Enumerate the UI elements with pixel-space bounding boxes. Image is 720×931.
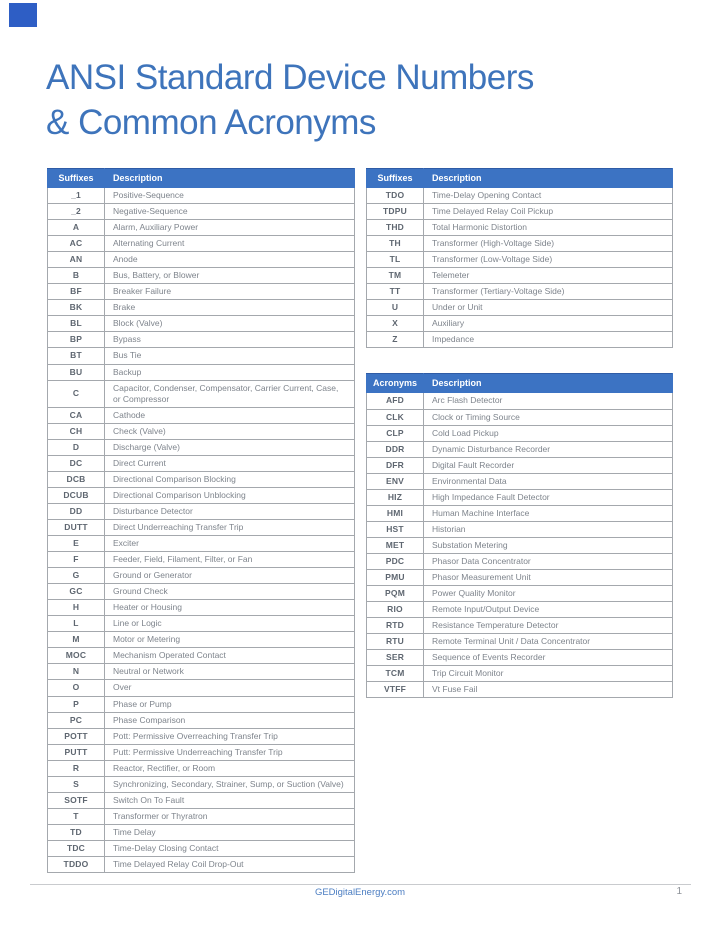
- description-cell: Time Delayed Relay Coil Pickup: [424, 204, 673, 220]
- code-cell: CLK: [367, 409, 424, 425]
- code-cell: F: [48, 552, 105, 568]
- code-cell: G: [48, 568, 105, 584]
- left-column: [47, 168, 355, 873]
- description-cell: Arc Flash Detector: [424, 393, 673, 409]
- description-column-header: Description: [424, 169, 673, 188]
- table-row: [48, 316, 355, 332]
- description-cell: Ground Check: [105, 584, 355, 600]
- code-cell: PDC: [367, 553, 424, 569]
- table-row: [48, 455, 355, 471]
- table-row: [48, 744, 355, 760]
- description-cell: Over: [105, 680, 355, 696]
- description-cell: Digital Fault Recorder: [424, 457, 673, 473]
- code-cell: PC: [48, 712, 105, 728]
- code-cell: BL: [48, 316, 105, 332]
- code-cell: L: [48, 616, 105, 632]
- description-cell: Capacitor, Condenser, Compensator, Carrier Current, Case, or Compressor: [105, 380, 355, 407]
- description-cell: Transformer (Low-Voltage Side): [424, 252, 673, 268]
- description-cell: Negative-Sequence: [105, 204, 355, 220]
- code-cell: CH: [48, 423, 105, 439]
- corner-mark: [9, 3, 37, 27]
- code-cell: O: [48, 680, 105, 696]
- table-row: [48, 268, 355, 284]
- table-row: [48, 332, 355, 348]
- code-cell: A: [48, 220, 105, 236]
- table-row: [48, 536, 355, 552]
- description-cell: Backup: [105, 364, 355, 380]
- table-row: [367, 284, 673, 300]
- code-column-header: Suffixes: [367, 169, 424, 188]
- description-cell: Transformer (High-Voltage Side): [424, 236, 673, 252]
- code-cell: SOTF: [48, 792, 105, 808]
- code-cell: HMI: [367, 505, 424, 521]
- table-gap: [366, 348, 673, 373]
- table-row: [48, 584, 355, 600]
- table-row: [48, 760, 355, 776]
- table-row: [367, 409, 673, 425]
- table-row: [48, 808, 355, 824]
- code-cell: CLP: [367, 425, 424, 441]
- description-cell: Positive-Sequence: [105, 188, 355, 204]
- table-row: [48, 728, 355, 744]
- code-cell: GC: [48, 584, 105, 600]
- table-header-row: [48, 169, 355, 188]
- description-cell: Bypass: [105, 332, 355, 348]
- code-cell: POTT: [48, 728, 105, 744]
- description-cell: Switch On To Fault: [105, 792, 355, 808]
- code-cell: TD: [48, 824, 105, 840]
- code-cell: TDO: [367, 188, 424, 204]
- code-cell: M: [48, 632, 105, 648]
- table-row: [367, 618, 673, 634]
- table-row: [48, 680, 355, 696]
- description-cell: Phasor Measurement Unit: [424, 569, 673, 585]
- code-cell: DFR: [367, 457, 424, 473]
- table-row: [48, 252, 355, 268]
- page-number: 1: [676, 886, 682, 897]
- table-header-row: [367, 374, 673, 393]
- description-cell: Clock or Timing Source: [424, 409, 673, 425]
- code-cell: BU: [48, 364, 105, 380]
- table-row: [367, 236, 673, 252]
- table-row: [367, 457, 673, 473]
- code-cell: TL: [367, 252, 424, 268]
- table-row: [48, 188, 355, 204]
- description-cell: Cold Load Pickup: [424, 425, 673, 441]
- code-cell: PUTT: [48, 744, 105, 760]
- footer-website-link[interactable]: GEDigitalEnergy.com: [314, 887, 406, 898]
- description-cell: High Impedance Fault Detector: [424, 489, 673, 505]
- code-cell: ENV: [367, 473, 424, 489]
- table-row: [48, 632, 355, 648]
- description-cell: Direct Current: [105, 455, 355, 471]
- description-cell: Putt: Permissive Underreaching Transfer Trip: [105, 744, 355, 760]
- table-row: [367, 425, 673, 441]
- description-cell: Remote Input/Output Device: [424, 602, 673, 618]
- code-cell: DD: [48, 503, 105, 519]
- code-cell: BK: [48, 300, 105, 316]
- code-cell: TM: [367, 268, 424, 284]
- code-cell: PMU: [367, 569, 424, 585]
- description-cell: Environmental Data: [424, 473, 673, 489]
- description-column-header: Description: [424, 374, 673, 393]
- table-row: [48, 600, 355, 616]
- suffixes-table-right: [366, 168, 673, 348]
- table-row: [367, 204, 673, 220]
- description-cell: Resistance Temperature Detector: [424, 618, 673, 634]
- page-title: [46, 55, 534, 145]
- table-row: [367, 521, 673, 537]
- code-cell: AC: [48, 236, 105, 252]
- description-cell: Impedance: [424, 332, 673, 348]
- code-cell: AN: [48, 252, 105, 268]
- table-row: [48, 471, 355, 487]
- code-cell: Z: [367, 332, 424, 348]
- table-row: [48, 664, 355, 680]
- code-cell: MOC: [48, 648, 105, 664]
- table-row: [48, 712, 355, 728]
- description-cell: Directional Comparison Blocking: [105, 471, 355, 487]
- description-cell: Discharge (Valve): [105, 439, 355, 455]
- table-row: [48, 364, 355, 380]
- table-row: [48, 220, 355, 236]
- description-cell: Total Harmonic Distortion: [424, 220, 673, 236]
- code-cell: RTD: [367, 618, 424, 634]
- description-cell: Auxiliary: [424, 316, 673, 332]
- description-cell: Vt Fuse Fail: [424, 682, 673, 698]
- code-cell: PQM: [367, 586, 424, 602]
- table-row: [48, 616, 355, 632]
- footer-divider: [30, 884, 691, 885]
- table-row: [48, 236, 355, 252]
- description-cell: Alarm, Auxiliary Power: [105, 220, 355, 236]
- table-row: [48, 284, 355, 300]
- table-row: [367, 505, 673, 521]
- table-row: [367, 252, 673, 268]
- description-cell: Substation Metering: [424, 537, 673, 553]
- code-cell: R: [48, 760, 105, 776]
- code-cell: TT: [367, 284, 424, 300]
- description-cell: Breaker Failure: [105, 284, 355, 300]
- code-cell: AFD: [367, 393, 424, 409]
- code-cell: _1: [48, 188, 105, 204]
- description-cell: Bus, Battery, or Blower: [105, 268, 355, 284]
- description-cell: Directional Comparison Unblocking: [105, 487, 355, 503]
- code-cell: P: [48, 696, 105, 712]
- description-cell: Motor or Metering: [105, 632, 355, 648]
- code-cell: X: [367, 316, 424, 332]
- description-cell: Historian: [424, 521, 673, 537]
- code-cell: SER: [367, 650, 424, 666]
- description-cell: Phase Comparison: [105, 712, 355, 728]
- table-row: [48, 407, 355, 423]
- code-cell: HIZ: [367, 489, 424, 505]
- description-cell: Under or Unit: [424, 300, 673, 316]
- table-row: [367, 300, 673, 316]
- description-cell: Transformer (Tertiary-Voltage Side): [424, 284, 673, 300]
- table-row: [48, 552, 355, 568]
- table-row: [48, 824, 355, 840]
- code-cell: RIO: [367, 602, 424, 618]
- code-cell: H: [48, 600, 105, 616]
- code-cell: TH: [367, 236, 424, 252]
- code-cell: DC: [48, 455, 105, 471]
- description-cell: Neutral or Network: [105, 664, 355, 680]
- table-row: [48, 696, 355, 712]
- description-cell: Remote Terminal Unit / Data Concentrator: [424, 634, 673, 650]
- table-row: [48, 423, 355, 439]
- description-cell: Transformer or Thyratron: [105, 808, 355, 824]
- table-row: [367, 634, 673, 650]
- description-cell: Phasor Data Concentrator: [424, 553, 673, 569]
- table-header-row: [367, 169, 673, 188]
- code-cell: D: [48, 439, 105, 455]
- code-cell: E: [48, 536, 105, 552]
- code-cell: U: [367, 300, 424, 316]
- table-row: [367, 682, 673, 698]
- code-cell: DUTT: [48, 519, 105, 535]
- code-cell: DDR: [367, 441, 424, 457]
- table-row: [367, 188, 673, 204]
- description-cell: Mechanism Operated Contact: [105, 648, 355, 664]
- description-cell: Bus Tie: [105, 348, 355, 364]
- table-row: [48, 856, 355, 872]
- description-cell: Time Delay: [105, 824, 355, 840]
- description-cell: Exciter: [105, 536, 355, 552]
- table-row: [48, 519, 355, 535]
- table-row: [367, 473, 673, 489]
- page-title-line2: & Common Acronyms: [46, 103, 376, 142]
- description-cell: Disturbance Detector: [105, 503, 355, 519]
- code-cell: DCB: [48, 471, 105, 487]
- page-title-line1: ANSI Standard Device Numbers: [46, 58, 534, 97]
- description-cell: Phase or Pump: [105, 696, 355, 712]
- table-row: [367, 393, 673, 409]
- description-cell: Cathode: [105, 407, 355, 423]
- table-row: [48, 380, 355, 407]
- code-cell: THD: [367, 220, 424, 236]
- table-row: [367, 602, 673, 618]
- table-row: [367, 220, 673, 236]
- description-cell: Time-Delay Closing Contact: [105, 840, 355, 856]
- description-cell: Time Delayed Relay Coil Drop-Out: [105, 856, 355, 872]
- table-row: [48, 792, 355, 808]
- code-cell: CA: [48, 407, 105, 423]
- code-cell: _2: [48, 204, 105, 220]
- table-row: [367, 553, 673, 569]
- table-row: [367, 332, 673, 348]
- description-cell: Anode: [105, 252, 355, 268]
- code-cell: RTU: [367, 634, 424, 650]
- table-row: [48, 840, 355, 856]
- description-cell: Line or Logic: [105, 616, 355, 632]
- code-cell: TDPU: [367, 204, 424, 220]
- table-row: [48, 439, 355, 455]
- table-row: [48, 204, 355, 220]
- description-cell: Human Machine Interface: [424, 505, 673, 521]
- description-cell: Block (Valve): [105, 316, 355, 332]
- description-cell: Brake: [105, 300, 355, 316]
- code-cell: BT: [48, 348, 105, 364]
- table-row: [367, 586, 673, 602]
- code-cell: BP: [48, 332, 105, 348]
- description-cell: Heater or Housing: [105, 600, 355, 616]
- code-cell: BF: [48, 284, 105, 300]
- description-cell: Telemeter: [424, 268, 673, 284]
- description-cell: Feeder, Field, Filament, Filter, or Fan: [105, 552, 355, 568]
- code-cell: MET: [367, 537, 424, 553]
- description-cell: Alternating Current: [105, 236, 355, 252]
- description-cell: Reactor, Rectifier, or Room: [105, 760, 355, 776]
- code-cell: HST: [367, 521, 424, 537]
- code-column-header: Suffixes: [48, 169, 105, 188]
- table-row: [48, 487, 355, 503]
- acronyms-table: [366, 373, 673, 698]
- code-cell: TCM: [367, 666, 424, 682]
- description-cell: Power Quality Monitor: [424, 586, 673, 602]
- table-row: [48, 348, 355, 364]
- description-cell: Direct Underreaching Transfer Trip: [105, 519, 355, 535]
- code-column-header: Acronyms: [367, 374, 424, 393]
- description-cell: Sequence of Events Recorder: [424, 650, 673, 666]
- table-row: [48, 503, 355, 519]
- description-cell: Dynamic Disturbance Recorder: [424, 441, 673, 457]
- description-cell: Trip Circuit Monitor: [424, 666, 673, 682]
- table-row: [48, 776, 355, 792]
- table-row: [367, 268, 673, 284]
- table-row: [48, 648, 355, 664]
- table-row: [367, 441, 673, 457]
- description-cell: Synchronizing, Secondary, Strainer, Sump, or Suction (Valve): [105, 776, 355, 792]
- description-column-header: Description: [105, 169, 355, 188]
- table-row: [367, 666, 673, 682]
- code-cell: DCUB: [48, 487, 105, 503]
- description-cell: Pott: Permissive Overreaching Transfer Trip: [105, 728, 355, 744]
- code-cell: TDC: [48, 840, 105, 856]
- table-row: [367, 569, 673, 585]
- table-row: [48, 300, 355, 316]
- description-cell: Time-Delay Opening Contact: [424, 188, 673, 204]
- code-cell: B: [48, 268, 105, 284]
- table-row: [367, 316, 673, 332]
- right-column: [366, 168, 673, 698]
- suffixes-table-left: [47, 168, 355, 873]
- code-cell: N: [48, 664, 105, 680]
- table-row: [367, 650, 673, 666]
- code-cell: C: [48, 380, 105, 407]
- description-cell: Check (Valve): [105, 423, 355, 439]
- code-cell: VTFF: [367, 682, 424, 698]
- table-row: [48, 568, 355, 584]
- table-row: [367, 537, 673, 553]
- table-row: [367, 489, 673, 505]
- code-cell: TDDO: [48, 856, 105, 872]
- description-cell: Ground or Generator: [105, 568, 355, 584]
- code-cell: S: [48, 776, 105, 792]
- code-cell: T: [48, 808, 105, 824]
